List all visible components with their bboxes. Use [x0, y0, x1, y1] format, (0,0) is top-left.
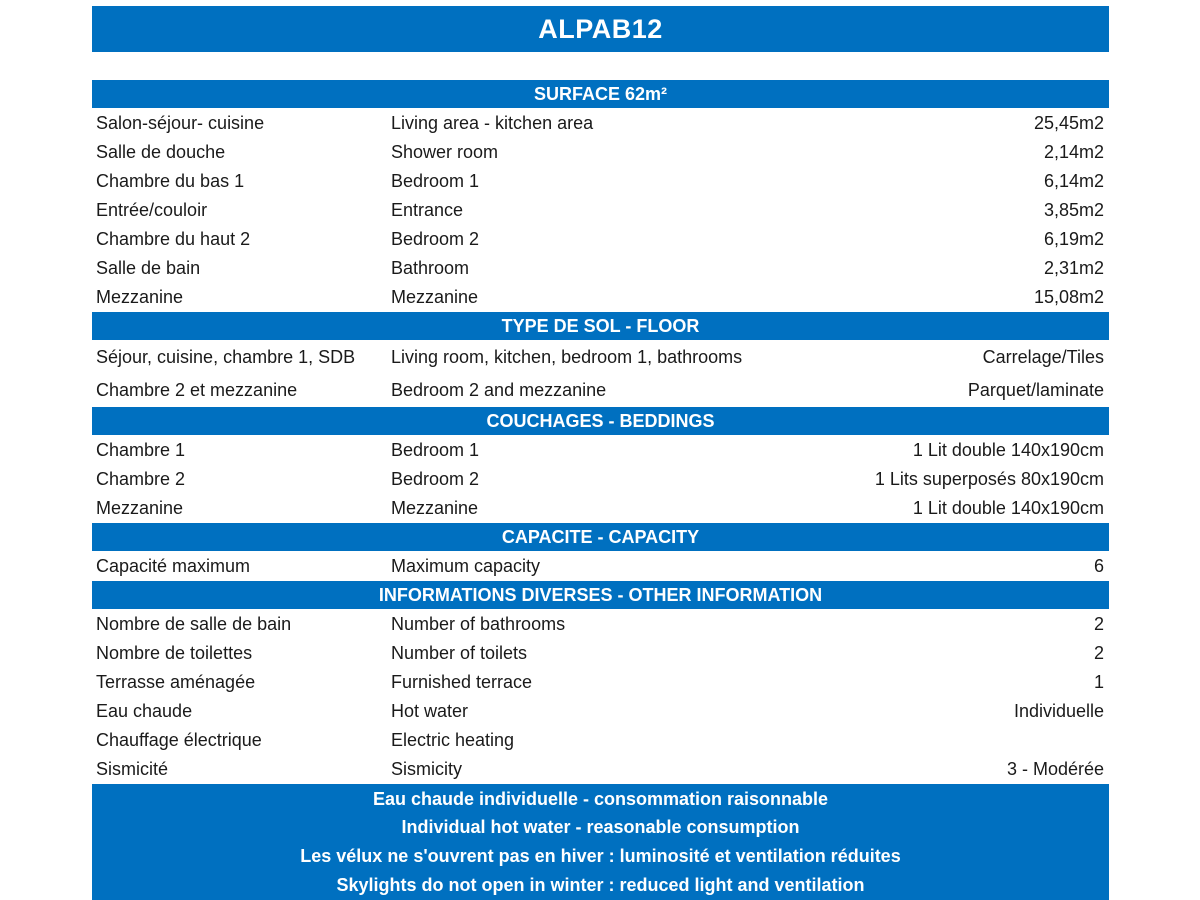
table-row — [92, 109, 1109, 138]
row-value: 3,85m2 — [1043, 200, 1104, 220]
row-label-en: Bedroom 1 — [391, 440, 480, 460]
row-value: 1 Lits superposés 80x190cm — [874, 469, 1104, 489]
row-label-fr: Chambre 1 — [96, 440, 186, 460]
row-label-en: Living area - kitchen area — [391, 113, 594, 133]
table-row — [92, 668, 1109, 697]
row-value: Individuelle — [1013, 701, 1104, 721]
table-row — [92, 341, 1109, 374]
spacer — [92, 52, 1109, 80]
row-label-fr: Eau chaude — [96, 701, 193, 721]
row-label-en: Furnished terrace — [391, 672, 533, 692]
table-row — [92, 436, 1109, 465]
table-row — [92, 639, 1109, 668]
row-value: 25,45m2 — [1033, 113, 1104, 133]
row-label-fr: Mezzanine — [96, 287, 184, 307]
row-label-en: Shower room — [391, 142, 499, 162]
row-label-fr: Salle de douche — [96, 142, 226, 162]
table-row — [92, 254, 1109, 283]
table-row — [92, 726, 1109, 755]
table-row — [92, 755, 1109, 784]
row-value: Parquet/laminate — [967, 380, 1104, 400]
row-value: Carrelage/Tiles — [982, 347, 1104, 367]
row-label-fr: Chambre 2 — [96, 469, 186, 489]
table-row — [92, 610, 1109, 639]
row-label-fr: Chambre 2 et mezzanine — [96, 380, 298, 400]
table-row — [92, 225, 1109, 254]
row-label-fr: Chambre du bas 1 — [96, 171, 245, 191]
row-value: 1 — [1093, 672, 1104, 692]
row-label-fr: Capacité maximum — [96, 556, 251, 576]
table-row — [92, 697, 1109, 726]
row-label-en: Living room, kitchen, bedroom 1, bathrooms — [391, 347, 743, 367]
row-label-en: Number of bathrooms — [391, 614, 566, 634]
section-header-capacity: CAPACITE - CAPACITY — [92, 523, 1109, 552]
table-row — [92, 167, 1109, 196]
row-label-fr: Nombre de salle de bain — [96, 614, 292, 634]
section-header-floor: TYPE DE SOL - FLOOR — [92, 312, 1109, 341]
row-value: 6 — [1093, 556, 1104, 576]
row-value: 6,19m2 — [1043, 229, 1104, 249]
row-label-en: Electric heating — [391, 730, 515, 750]
row-label-en: Mezzanine — [391, 498, 479, 518]
row-label-en: Mezzanine — [391, 287, 479, 307]
row-value: 3 - Modérée — [1006, 759, 1104, 779]
table-row — [92, 465, 1109, 494]
notes-block — [92, 784, 1109, 900]
section-header-other-information: INFORMATIONS DIVERSES - OTHER INFORMATION — [92, 581, 1109, 610]
row-label-en: Bedroom 2 and mezzanine — [391, 380, 607, 400]
row-label-fr: Séjour, cuisine, chambre 1, SDB — [96, 347, 356, 367]
row-label-en: Bedroom 2 — [391, 229, 480, 249]
row-label-fr: Salon-séjour- cuisine — [96, 113, 265, 133]
note-line: Individual hot water - reasonable consumption — [401, 817, 800, 838]
property-sheet — [92, 6, 1109, 900]
section-header-beddings: COUCHAGES - BEDDINGS — [92, 407, 1109, 436]
row-value: 15,08m2 — [1033, 287, 1104, 307]
row-value: 1 Lit double 140x190cm — [912, 498, 1104, 518]
table-row — [92, 283, 1109, 312]
row-label-fr: Entrée/couloir — [96, 200, 208, 220]
row-label-en: Bathroom — [391, 258, 470, 278]
row-value: 2,31m2 — [1043, 258, 1104, 278]
note-line: Les vélux ne s'ouvrent pas en hiver : luminosité et ventilation réduites — [300, 845, 901, 866]
note-line: Eau chaude individuelle - consommation raisonnable — [372, 788, 829, 809]
row-label-fr: Salle de bain — [96, 258, 201, 278]
row-value: 2 — [1093, 643, 1104, 663]
row-label-en: Number of toilets — [391, 643, 528, 663]
row-label-en: Sismicity — [391, 759, 462, 779]
row-value: 1 Lit double 140x190cm — [912, 440, 1104, 460]
row-label-en: Bedroom 1 — [391, 171, 480, 191]
page-title: ALPAB12 — [92, 6, 1109, 52]
table-row — [92, 552, 1109, 581]
row-label-en: Maximum capacity — [391, 556, 541, 576]
row-label-en: Bedroom 2 — [391, 469, 480, 489]
table-row — [92, 196, 1109, 225]
section-header-surface: SURFACE 62m² — [92, 80, 1109, 109]
row-label-fr: Nombre de toilettes — [96, 643, 253, 663]
row-label-fr: Chambre du haut 2 — [96, 229, 251, 249]
row-label-fr: Chauffage électrique — [96, 730, 262, 750]
table-row — [92, 374, 1109, 407]
row-label-en: Hot water — [391, 701, 469, 721]
table-row — [92, 494, 1109, 523]
row-label-en: Entrance — [391, 200, 464, 220]
row-value: 2,14m2 — [1043, 142, 1104, 162]
row-label-fr: Terrasse aménagée — [96, 672, 256, 692]
row-value: 2 — [1093, 614, 1104, 634]
table-row — [92, 138, 1109, 167]
note-line: Skylights do not open in winter : reduced light and ventilation — [336, 874, 865, 895]
row-value: 6,14m2 — [1043, 171, 1104, 191]
row-label-fr: Sismicité — [96, 759, 169, 779]
row-label-fr: Mezzanine — [96, 498, 184, 518]
